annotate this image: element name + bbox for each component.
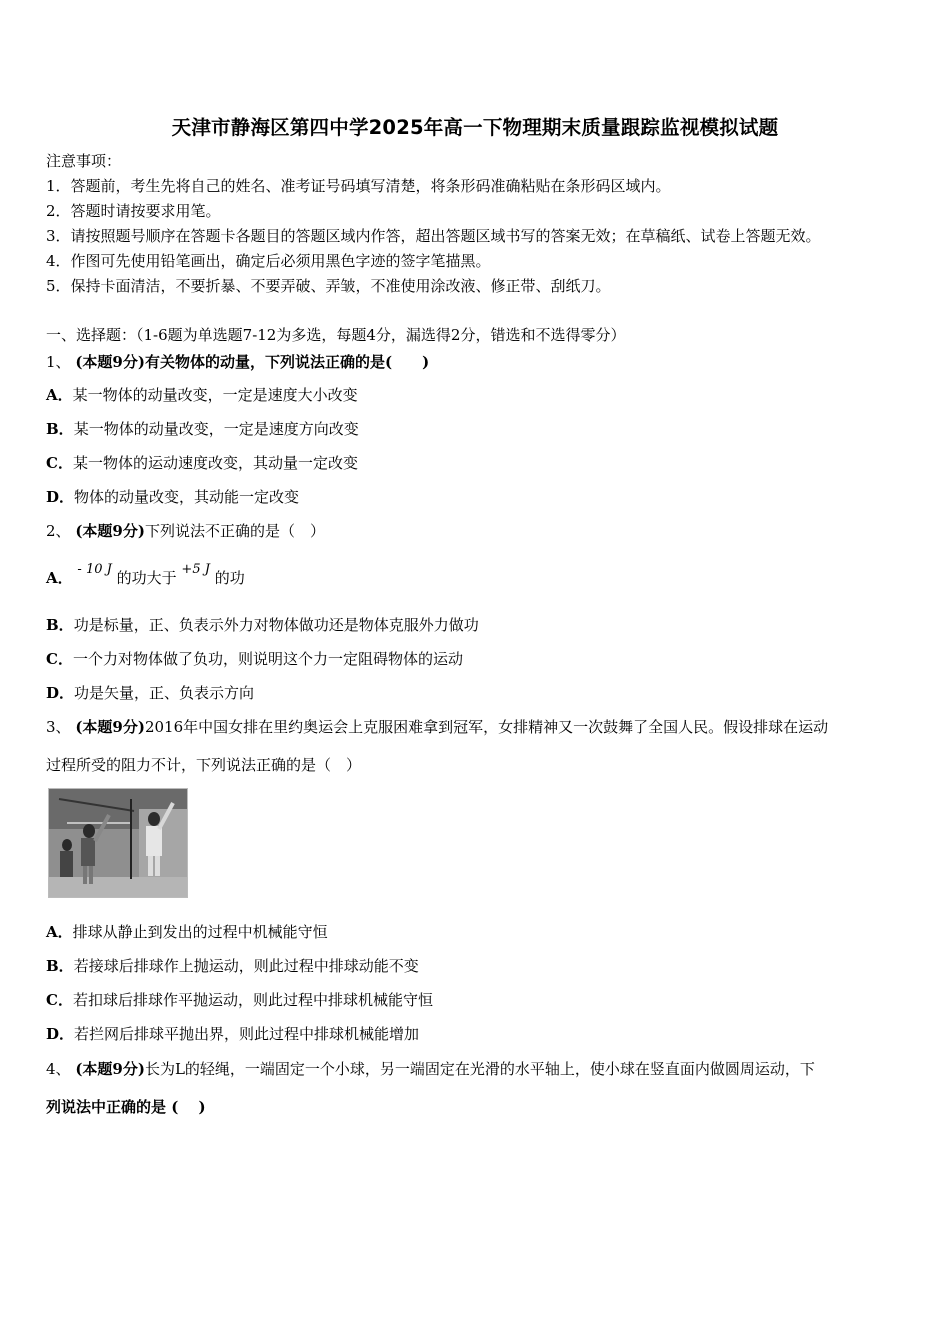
q2-option-a [46,562,245,590]
math-expression: - 10 J [77,562,112,577]
option-label: B． [46,957,74,975]
option-label: C． [46,454,73,472]
notice-heading: 注意事项： [46,152,122,170]
q1-option-c [46,453,358,473]
option-text: 若接球后排球作上抛运动，则此过程中排球动能不变 [73,957,419,975]
option-label: D． [46,1025,75,1043]
question-text: 2016年中国女排在里约奥运会上克服困难拿到冠军，女排精神又一次鼓舞了全国人民。假设排球在运动 [144,718,829,736]
question-2-stem [46,521,325,541]
q1-option-d [46,487,299,507]
option-text: 功是标量，正、负表示外力对物体做功还是物体克服外力做功 [73,616,479,634]
question-number: 4、 [46,1060,71,1078]
option-text: 某一物体的动量改变，一定是速度方向改变 [73,420,359,438]
q1-option-b [46,419,359,439]
q3-option-d [46,1024,419,1044]
option-text: 一个力对物体做了负功，则说明这个力一定阻碍物体的运动 [72,650,463,668]
question-tag: (本题9分) [75,1060,145,1078]
page-title: 天津市静海区第四中学2025年高一下物理期末质量跟踪监视模拟试题 [171,116,779,139]
notice-item: 5．保持卡面清洁，不要折暴、不要弄破、弄皱，不准使用涂改液、修正带、刮纸刀。 [46,277,611,295]
q3-option-c [46,990,433,1010]
option-label: B． [46,420,74,438]
question-text: 长为L的轻绳，一端固定一个小球，另一端固定在光滑的水平轴上，使小球在竖直面内做圆周运动，下 [144,1060,815,1078]
q3-option-b [46,956,419,976]
q1-option-a [46,385,358,405]
notice-item: 2．答题时请按要求用笔。 [46,202,221,220]
q2-option-b [46,615,479,635]
question-text: 有关物体的动量，下列说法正确的是( ) [144,353,430,371]
option-text: 的功大于 [116,569,177,587]
option-label: A． [46,569,73,587]
q2-option-d [46,683,254,703]
notice-item: 4．作图可先使用铅笔画出，确定后必须用黑色字迹的签字笔描黑。 [46,252,491,270]
option-text: 物体的动量改变，其动能一定改变 [74,488,300,506]
question-tag: (本题9分) [75,522,145,540]
option-label: C． [46,650,73,668]
option-label: D． [46,488,75,506]
option-text: 若拦网后排球平抛出界，则此过程中排球机械能增加 [74,1025,420,1043]
question-tag: (本题9分) [75,353,145,371]
question-3-stem [46,717,828,737]
section-heading: 一、选择题：（1-6题为单选题7-12为多选，每题4分，漏选得2分，错选和不选得零分） [46,326,626,344]
option-label: A． [46,923,73,941]
question-number: 1、 [46,353,71,371]
option-label: B． [46,616,74,634]
question-number: 3、 [46,718,71,736]
q2-option-c [46,649,463,669]
option-text: 某一物体的运动速度改变，其动量一定改变 [72,454,358,472]
question-4-stem [46,1059,815,1079]
option-text: 功是矢量，正、负表示方向 [74,684,255,702]
option-text: 若扣球后排球作平抛运动，则此过程中排球机械能守恒 [72,991,433,1009]
question-text: 下列说法不正确的是（ ） [144,522,325,540]
math-expression: +5 J [181,562,210,577]
option-text: 排球从静止到发出的过程中机械能守恒 [72,923,328,941]
option-text: 的功 [214,569,245,587]
q3-option-a [46,922,328,942]
option-label: A． [46,386,73,404]
question-4-stem-cont: 列说法中正确的是 ( ) [46,1098,206,1116]
question-tag: (本题9分) [75,718,145,736]
volleyball-photo [48,788,188,898]
notice-item: 3．请按照题号顺序在答题卡各题目的答题区域内作答，超出答题区域书写的答案无效；在草稿纸、试卷上答题无效。 [46,227,821,245]
question-1-stem [46,352,429,372]
question-3-stem-cont: 过程所受的阻力不计，下列说法正确的是（ ） [46,756,362,774]
option-label: C． [46,991,73,1009]
question-number: 2、 [46,522,71,540]
option-label: D． [46,684,75,702]
option-text: 某一物体的动量改变，一定是速度大小改变 [72,386,358,404]
notice-item: 1．答题前，考生先将自己的姓名、准考证号码填写清楚，将条形码准确粘贴在条形码区域内。 [46,177,671,195]
